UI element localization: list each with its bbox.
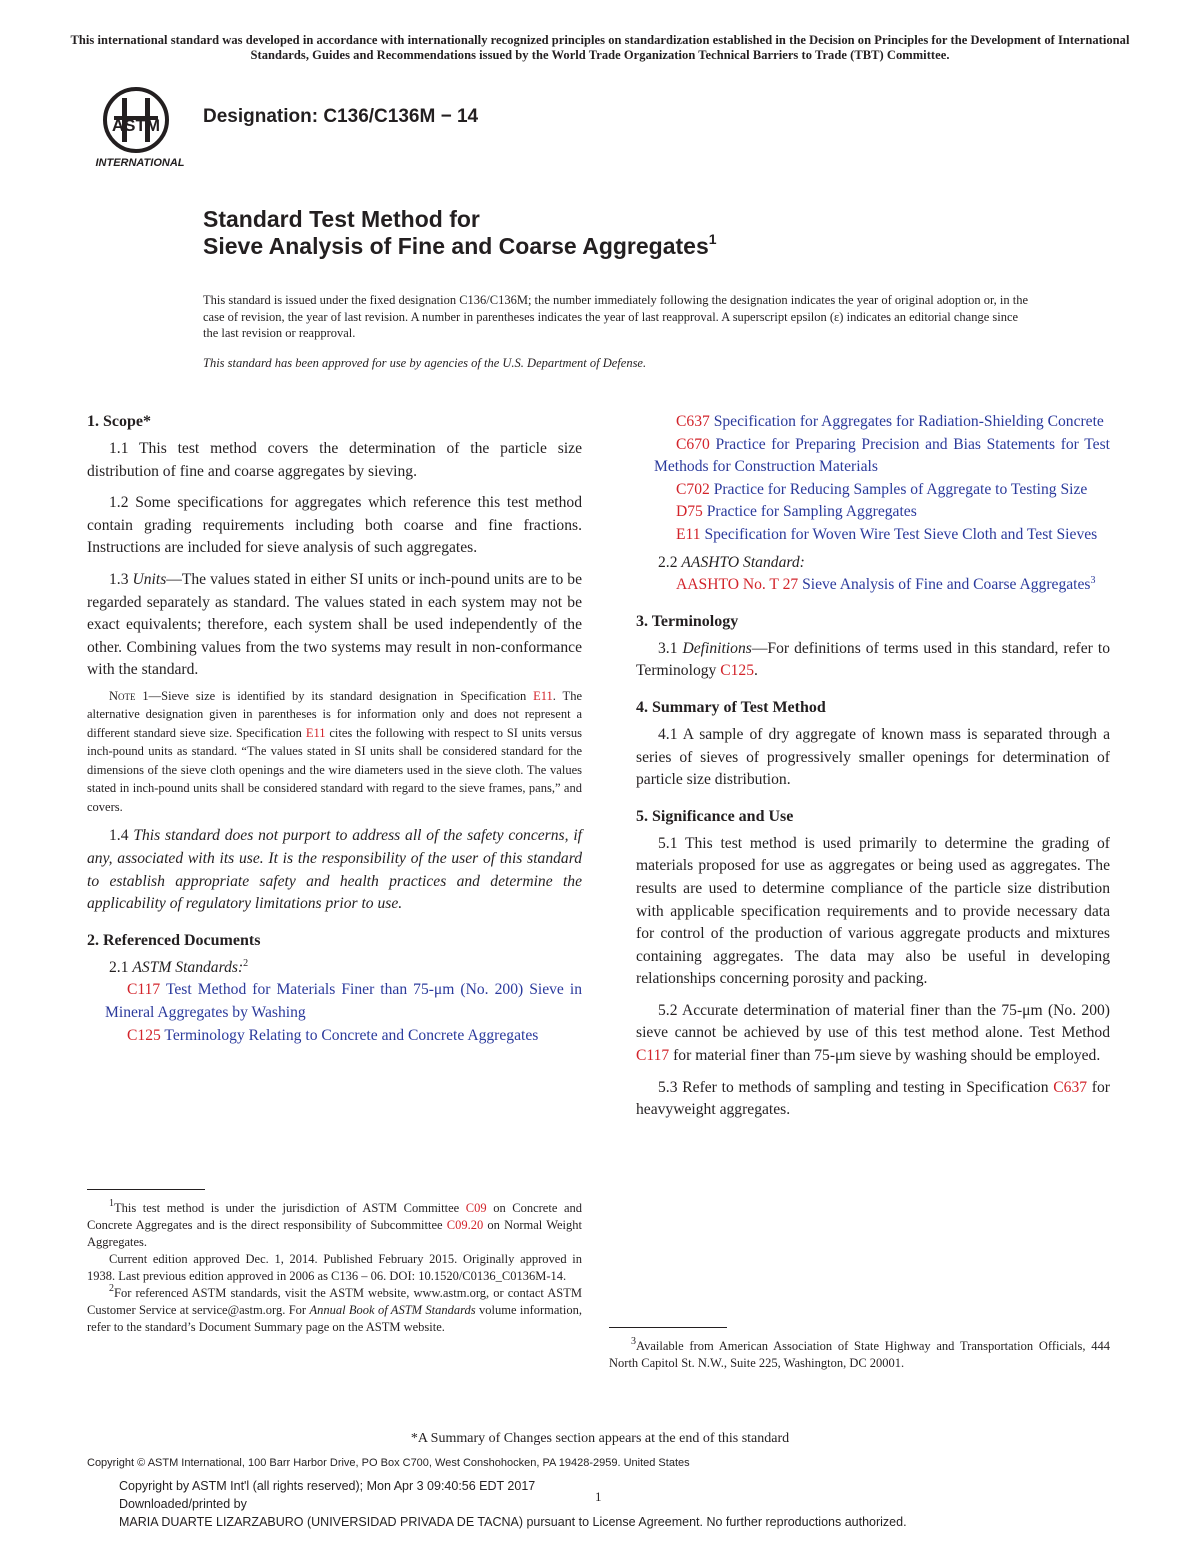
title-line-1: Standard Test Method for [203,206,480,232]
title-footnote-mark: 1 [708,231,717,247]
aashto-standard-label: 2.2 AASHTO Standard: [658,553,805,571]
footnotes-left [87,1189,582,1336]
ref-item-c670[interactable]: C670 Practice for Preparing Precision and Bias Statements for Test Methods for Construction Materials [654,435,1110,476]
title-line-2 [203,233,717,260]
ref-item-d75[interactable]: D75 Practice for Sampling Aggregates [676,503,917,521]
ref-link-e11[interactable]: E11 [305,725,326,740]
logo-subtext: INTERNATIONAL [95,157,185,168]
ref-link-c117[interactable]: C117 [636,1047,670,1065]
dod-note: This standard has been approved for use by agencies of the U.S. Department of Defense. [203,356,647,370]
para-4-1: 4.1 A sample of dry aggregate of known mass is separated through a series of sieves of progressively smaller openings for determination of particle size distribution. [636,725,1110,789]
ref-item-c637[interactable]: C637 Specification for Aggregates for Radiation-Shielding Concrete [676,413,1104,430]
section-4-heading: 4. Summary of Test Method [636,698,826,716]
ref-link-e11[interactable]: E11 [533,688,553,703]
para-5-1: 5.1 This test method is used primarily to determine the grading of materials proposed for use as aggregates or being used as aggregates. The results are used to determine compliance of the particle size distribution with applicable specification requirements and to provide necessary data for control of the production of various aggregate products and mixtures containing aggregates. The data may also be useful in developing relationships concerning porosity and packing. [636,834,1110,988]
download-info-line-2: Downloaded/printed by [119,1497,247,1511]
footnote-3: $^3$Available from American Association of State Highway and Transportation Officials, 444 North Capitol St. N.W., Suite 225, Washington, DC 20001. [609,1336,1110,1370]
download-info-line-1: Copyright by ASTM Int'l (all rights reserved); Mon Apr 3 09:40:56 EDT 2017 [119,1479,536,1493]
para-5-3: 5.3 Refer to methods of sampling and testing in Specification C637 for heavyweight aggregates. [636,1078,1110,1119]
section-2-heading: 2. Referenced Documents [87,931,261,949]
footnote-1: $^1$This test method is under the jurisdiction of ASTM Committee C09 on Concrete and Concrete Aggregates and is the direct responsibility of Subcommittee C09.20 on Normal Weight Aggregates. [87,1198,583,1249]
ref-link-c637[interactable]: C637 [1053,1078,1088,1096]
units-label: Units [132,570,167,588]
download-info-line-3: MARIA DUARTE LIZARZABURO (UNIVERSIDAD PRIVADA DE TACNA) pursuant to License Agreement. No further reproductions authorized. [119,1515,907,1529]
ref-link-c09[interactable]: C09 [465,1201,487,1215]
ref-item-c117[interactable]: C117 Test Method for Materials Finer than 75-μm (No. 200) Sieve in Mineral Aggregates by Washing [105,981,582,1021]
footnote-1-edition: Current edition approved Dec. 1, 2014. Published February 2015. Originally approved in 1938. Last previous edition approved in 2006 as C136 – 06. DOI: 10.1520/C0136_C0136M-14. [87,1252,582,1283]
ref-item-c702[interactable]: C702 Practice for Reducing Samples of Aggregate to Testing Size [676,480,1088,498]
header-notice: This international standard was developed in accordance with internationally recognized principles on standardization established in the Decision on Principles for the Development of International Standards, Guides and Recommendations issued by the World Trade Organization Technical Barriers to Trade (TBT) Committee. [70,33,1130,62]
note-1: Note 1—Sieve size is identified by its standard designation in Specification E11. The alternative designation given in parentheses is for information only and does not represent a different standard sieve size. Specification E11 cites the following with respect to SI units versus inch-pound units as standard. “The values stated in SI units shall be considered standard for the dimensions of the sieve cloth openings and the wire diameters used in the sieve cloth. The values stated in inch-pound units shall be considered standard with regard to the sieve frames, pans,” and covers. [87,688,583,814]
page-number: 1 [595,1489,602,1504]
astm-logo [92,86,188,168]
section-1-heading: 1. Scope* [87,413,151,430]
section-5-heading: 5. Significance and Use [636,807,794,825]
para-1-3: 1.3 Units—The values stated in either SI units or inch-pound units are to be regarded separately as standard. The values stated in each system may not be exact equivalents; therefore, each system shall be used independently of the other. Combining values from the two systems may result in non-conformance with the standard. [87,570,583,679]
designation: Designation: C136/C136M − 14 [203,106,479,127]
left-column [87,411,582,1047]
para-1-1: 1.1 This test method covers the determination of the particle size distribution of fine and coarse aggregates by sieving. [87,440,582,480]
ref-link-c09-20[interactable]: C09.20 [446,1218,484,1232]
footnote-2: $^2$For referenced ASTM standards, visit the ASTM website, www.astm.org, or contact ASTM Customer Service at service@astm.org. For Annual Book of ASTM Standards volume information, refer to the standard’s Document Summary page on the ASTM website. [87,1283,582,1334]
para-5-2: 5.2 Accurate determination of material finer than the 75-μm (No. 200) sieve cannot be achieved by use of this test method alone. Test Method C117 for material finer than 75-μm sieve by washing should be employed. [636,1001,1110,1065]
ref-link-c125[interactable]: C125 [720,662,755,680]
note-label: Note 1 [109,688,149,703]
para-3-1: 3.1 Definitions—For definitions of terms used in this standard, refer to Terminology C125. [636,639,1110,680]
astm-standards-label: 2.1 ASTM Standards:$^2$ [109,957,249,976]
logo-text: ASTM [111,116,161,135]
ref-item-c125[interactable]: C125 Terminology Relating to Concrete and Concrete Aggregates [127,1026,539,1044]
issue-note: This standard is issued under the fixed designation C136/C136M; the number immediately following the designation indicates the year of original adoption or, in the case of revision, the year of last revision. A number in parentheses indicates the year of last reapproval. A superscript epsilon (ε) indicates an editorial change since the last revision or reapproval. [203,293,1029,340]
para-1-2: 1.2 Some specifications for aggregates which reference this test method contain grading requirements including both coarse and fine fractions. Instructions are included for sieve analysis of such aggregates. [87,494,582,557]
ref-item-aashto-t27[interactable]: AASHTO No. T 27 Sieve Analysis of Fine and Coarse Aggregates$^3$ [676,575,1096,594]
footnotes-right [609,1327,1110,1372]
para-1-4: 1.4 This standard does not purport to address all of the safety concerns, if any, associated with its use. It is the responsibility of the user of this standard to establish appropriate safety and health practices and determine the applicability of regulatory limitations prior to use. [87,827,582,913]
copyright-line: Copyright © ASTM International, 100 Barr Harbor Drive, PO Box C700, West Conshohocken, PA 19428-2959. United States [87,1457,690,1469]
right-column [636,411,1110,1122]
title-main: Sieve Analysis of Fine and Coarse Aggregates [203,233,709,259]
ref-item-e11[interactable]: E11 Specification for Woven Wire Test Sieve Cloth and Test Sieves [676,525,1098,543]
section-3-heading: 3. Terminology [636,612,739,630]
summary-of-changes-note: *A Summary of Changes section appears at the end of this standard [410,1431,790,1446]
